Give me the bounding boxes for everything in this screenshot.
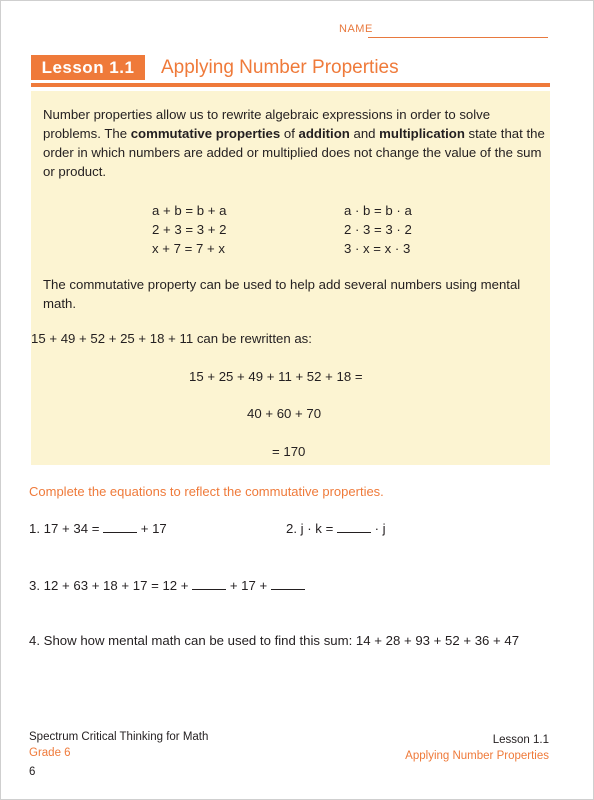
rewrite-result: = 170 — [272, 444, 306, 459]
problem-1 — [29, 521, 167, 536]
intro-bold-term: addition — [298, 126, 350, 141]
intro-text: of — [280, 126, 299, 141]
footer-left — [29, 729, 208, 761]
rewrite-step: 15 + 25 + 49 + 11 + 52 + 18 = — [189, 369, 363, 384]
title-rule — [31, 83, 550, 87]
problem-4: 4. Show how mental math can be used to find this sum: 14 + 28 + 93 + 52 + 36 + 47 — [29, 633, 520, 648]
rewrite-label: 15 + 49 + 52 + 25 + 18 + 11 can be rewritten as: — [31, 331, 312, 346]
multiplication-example: 3 · x = x · 3 — [344, 241, 411, 256]
problem-text: + 17 + — [226, 578, 271, 593]
multiplication-example: 2 · 3 = 3 · 2 — [344, 222, 412, 237]
answer-blank[interactable] — [103, 521, 137, 533]
mental-math-intro: The commutative property can be used to help add several numbers using mental math. — [43, 277, 521, 311]
name-line — [368, 37, 548, 38]
addition-example: a + b = b + a — [152, 203, 227, 218]
answer-blank[interactable] — [271, 578, 305, 590]
problem-text: · j — [370, 521, 386, 536]
multiplication-example: a · b = b · a — [344, 203, 412, 218]
problem-3 — [29, 578, 305, 593]
explanation-panel — [31, 91, 550, 465]
intro-paragraph — [43, 105, 548, 181]
footer-lesson-title: Applying Number Properties — [405, 750, 549, 762]
answer-blank[interactable] — [192, 578, 226, 590]
name-label: NAME — [339, 23, 373, 35]
answer-blank[interactable] — [337, 521, 371, 533]
grade-label: Grade 6 — [29, 747, 71, 759]
intro-text: and — [349, 126, 380, 141]
problem-text: 3. 12 + 63 + 18 + 17 = 12 + — [29, 578, 193, 593]
addition-example: 2 + 3 = 3 + 2 — [152, 222, 227, 237]
problem-text: + 17 — [137, 521, 167, 536]
page-number: 6 — [29, 766, 36, 778]
footer-lesson: Lesson 1.1 — [492, 734, 549, 746]
addition-example: x + 7 = 7 + x — [152, 241, 225, 256]
problem-text: 2. j · k = — [286, 521, 337, 536]
intro-bold-term: multiplication — [379, 126, 465, 141]
book-title: Spectrum Critical Thinking for Math — [29, 731, 209, 743]
lesson-badge: Lesson 1.1 — [31, 55, 145, 80]
intro-text: state that the order in which numbers are added or multiplied does not change the value of the sum or product. — [43, 126, 545, 179]
directions: Complete the equations to reflect the commutative properties. — [29, 484, 384, 499]
footer-right — [405, 732, 549, 764]
problem-text: 1. 17 + 34 = — [29, 521, 104, 536]
intro-text: Number properties allow us to rewrite algebraic expressions in order to solve problems. The — [43, 107, 491, 141]
rewrite-step: 40 + 60 + 70 — [247, 406, 322, 421]
lesson-title: Applying Number Properties — [161, 57, 399, 78]
intro-bold-term: commutative properties — [130, 126, 281, 141]
problem-2 — [286, 521, 386, 536]
